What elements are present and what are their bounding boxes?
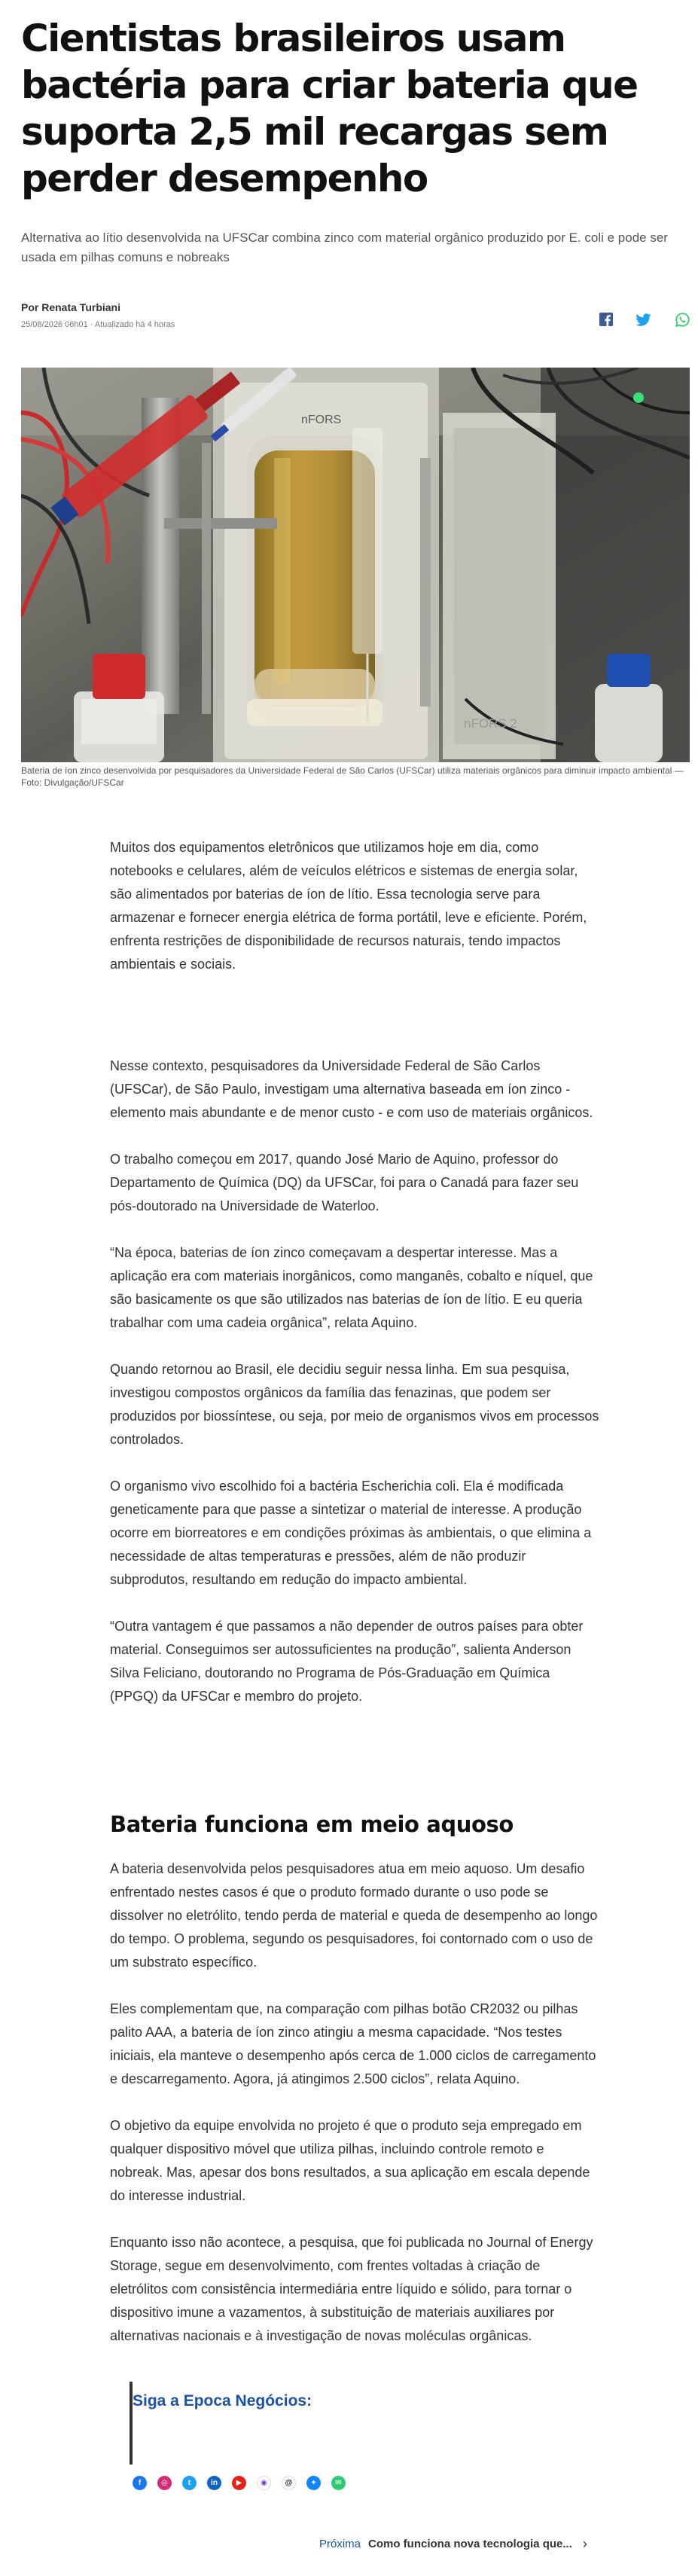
- follow-title: Siga a Epoca Negócios:: [133, 2392, 312, 2410]
- share-facebook-button[interactable]: [596, 310, 616, 329]
- paragraph: A bateria desenvolvida pelos pesquisadores atua em meio aquoso. Um desafio enfrentado nestes casos é que o produto formado durante o uso pode se dissolver no eletrólito, tendo perda de material e queda de desempenho ao longo do tempo. O problema, segundo os pesquisadores, foi contornado com o uso de um substrato específico.: [110, 1861, 598, 1970]
- facebook-icon[interactable]: f: [133, 2476, 147, 2490]
- paragraph: Muitos dos equipamentos eletrônicos que utilizamos hoje em dia, como notebooks e celulares, além de veículos elétricos e sistemas de energia solar, são alimentados por baterias de íon de lítio. Essa tecnologia serve para armazenar e fornecer energia elétrica de forma portátil, leve e eficiente. Porém, enfrenta restrições de disponibilidade de recursos naturais, tendo impactos ambientais e sociais.: [110, 840, 587, 972]
- article-photo: [21, 368, 690, 762]
- paragraph: Nesse contexto, pesquisadores da Universidade Federal de São Carlos (UFSCar), de São Paulo, investigam uma alternativa baseada em íon zinco - elemento mais abundante e de menor custo - e com uso de materiais orgânicos.: [110, 1058, 593, 1120]
- share-whatsapp-button[interactable]: [672, 310, 692, 329]
- device-label-top: nFORS: [301, 414, 342, 426]
- article-body-intro: [110, 836, 599, 976]
- linkedin-icon[interactable]: in: [207, 2476, 221, 2490]
- article-subtitle: Alternativa ao lítio desenvolvida na UFSCar combina zinco com material orgânico produzido por E. coli e pode ser usada em pilhas comuns e nobreaks: [21, 230, 668, 264]
- article-dateline: 25/08/2026 06h01 · Atualizado há 4 horas: [21, 320, 175, 329]
- twitter-icon[interactable]: t: [182, 2476, 197, 2490]
- paragraph: Quando retornou ao Brasil, ele decidiu seguir nessa linha. Em sua pesquisa, investigou compostos orgânicos da família das fenazinas, que podem ser produzidos por biossíntese, ou seja, por meio de organismos vivos em processos controlados.: [110, 1362, 599, 1447]
- paragraph: “Na época, baterias de íon zinco começavam a despertar interesse. Mas a aplicação era com materiais inorgânicos, como manganês, cobalto e níquel, que são basicamente os que são utilizados nas baterias de íon de lítio. E eu queria trabalhar com uma cadeia orgânica”, relata Aquino.: [110, 1245, 593, 1330]
- article-body-section: [110, 1857, 599, 2348]
- article-body: [110, 1055, 599, 1708]
- paragraph: O organismo vivo escolhido foi a bactéria Escherichia coli. Ela é modificada geneticamente para que passe a sintetizar o material de interesse. A produção ocorre em biorreatores e em condições próximas às ambientais, o que elimina a necessidade de altas temperaturas e pressões, além de não produzir subprodutos, resultando em redução do impacto ambiental.: [110, 1479, 592, 1587]
- paragraph: O trabalho começou em 2017, quando José Mario de Aquino, professor do Departamento de Química (DQ) da UFSCar, foi para o Canadá para fazer seu pós-doutorado na Universidade de Waterloo.: [110, 1152, 579, 1213]
- article-headline: Cientistas brasileiros usam bactéria para criar bateria que suporta 2,5 mil recargas sem perder desempenho: [21, 17, 638, 200]
- paragraph: Enquanto isso não acontece, a pesquisa, que foi publicada no Journal of Energy Storage, segue em desenvolvimento, com frentes voltadas à criação de eletrólitos com consistência intermediária entre líquido e sólido, para tornar o dispositivo imune a vazamentos, à substituição de materiais auxiliares por alternativas nacionais e à investigação de novas moléculas orgânicas.: [110, 2235, 593, 2343]
- email-icon[interactable]: ✉: [331, 2476, 346, 2490]
- facebook-icon: [599, 313, 613, 326]
- instagram-icon[interactable]: ◎: [157, 2476, 172, 2490]
- paragraph: “Outra vantagem é que passamos a não depender de outros países para obter material. Conseguimos ser autossuficientes na produção”, salienta Anderson Silva Feliciano, doutorando no Programa de Pós-Graduação em Química (PPGQ) da UFSCar e membro do projeto.: [110, 1619, 584, 1704]
- paragraph: Eles complementam que, na comparação com pilhas botão CR2032 ou pilhas palito AAA, a bateria de íon zinco atingiu a mesma capacidade. “Nos testes iniciais, ela manteve o desempenho após cerca de 1.000 ciclos de carregamento e descarregamento. Agora, já atingimos 2.500 ciclos”, relata Aquino.: [110, 2001, 596, 2086]
- youtube-icon[interactable]: ▶: [232, 2476, 246, 2490]
- next-article-title: Como funciona nova tecnologia que...: [368, 2538, 572, 2550]
- article-author[interactable]: Por Renata Turbiani: [21, 301, 120, 313]
- section-heading: Bateria funciona em meio aquoso: [110, 1811, 514, 1837]
- podcast-icon[interactable]: ◉: [257, 2476, 271, 2490]
- share-twitter-button[interactable]: [634, 310, 654, 329]
- bluesky-icon[interactable]: ✦: [306, 2476, 321, 2490]
- next-article-link[interactable]: [319, 2536, 587, 2552]
- follow-social-icons: [133, 2476, 356, 2490]
- chevron-right-icon: ›: [582, 2536, 587, 2551]
- twitter-icon: [636, 313, 651, 326]
- photo-caption: Bateria de íon zinco desenvolvida por pesquisadores da Universidade Federal de São Carlos (UFSCar) utiliza materiais orgânicos para diminuir impacto ambiental — Foto: Divulgação/UFSCar: [21, 765, 684, 788]
- whatsapp-icon: [675, 313, 690, 327]
- next-article-label: Próxima: [319, 2538, 361, 2550]
- threads-icon[interactable]: @: [282, 2476, 296, 2490]
- paragraph: O objetivo da equipe envolvida no projeto é que o produto seja empregado em qualquer dispositivo móvel que utiliza pilhas, incluindo controle remoto e nobreak. Mas, apesar dos bons resultados, a sua aplicação em escala depende do interesse industrial.: [110, 2118, 590, 2203]
- device-label-bottom: nFORS 2: [464, 716, 517, 731]
